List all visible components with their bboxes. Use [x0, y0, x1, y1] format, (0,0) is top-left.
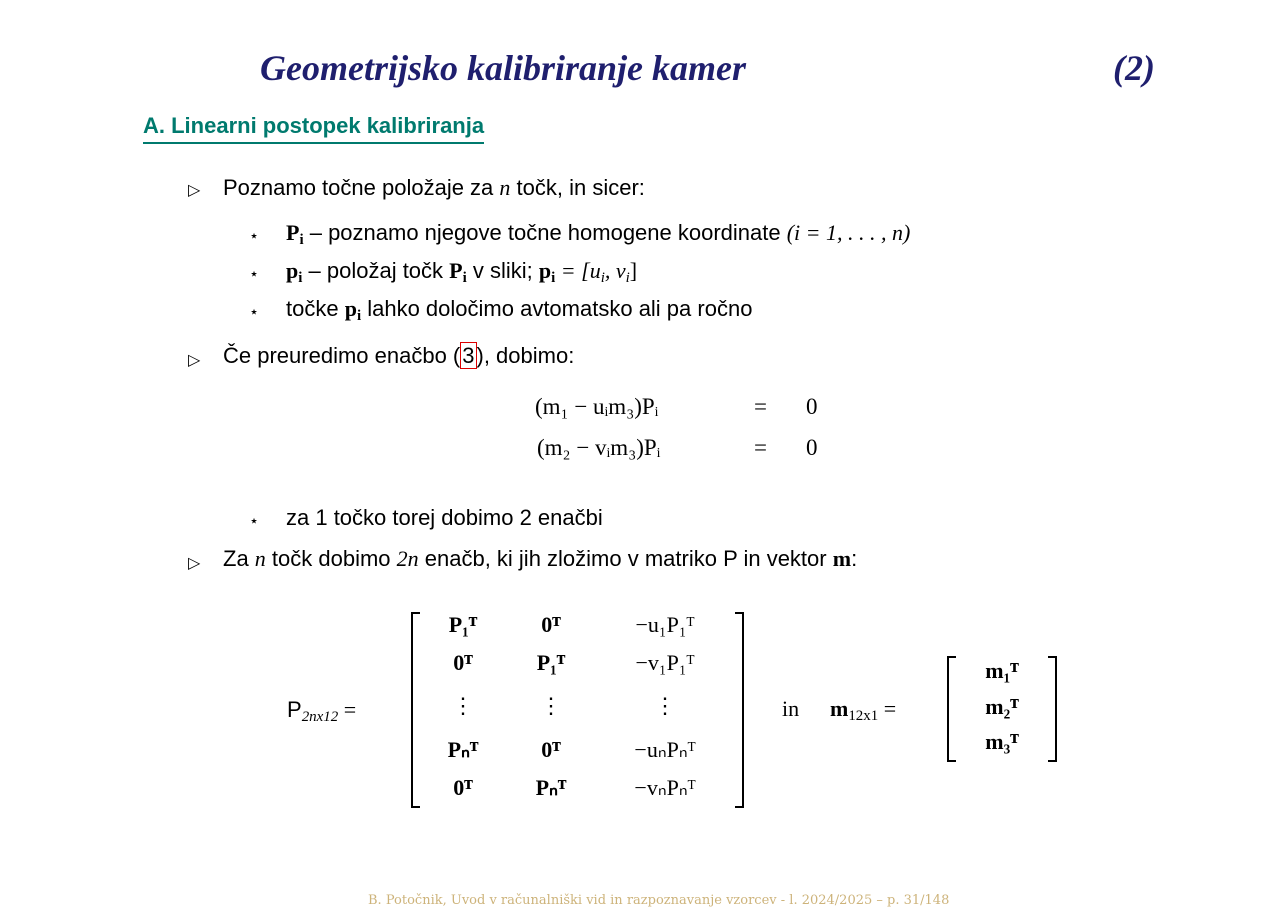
matrix-cell: ⋮ — [540, 693, 562, 718]
vector-cell: m₃ᵀ — [985, 729, 1019, 754]
vector-cell: m₁ᵀ — [985, 658, 1019, 683]
star-bullet-icon: ⋆ — [249, 304, 260, 321]
slide-title-number: (2) — [1113, 48, 1155, 88]
equation-2-op: = — [754, 435, 767, 460]
matrix-cell: Pₙᵀ — [447, 737, 479, 762]
sub-bullet-pi: $p_i$ – položaj točk $P_i$ v sliki; $p_i = [u_i$, $v_i$] — [286, 258, 638, 287]
equation-2-lhs: (m₂ − vᵢm₃)Pᵢ — [537, 435, 661, 460]
matrix-cell: 0ᵀ — [453, 775, 473, 800]
sub-bullet-Pi: $P_i$ – poznamo njegove točne homogene koordinate (i = 1, . . . , n) — [286, 220, 911, 249]
star-bullet-icon: ⋆ — [249, 513, 260, 530]
triangle-bullet-icon: ▷ — [188, 352, 201, 369]
right-bracket — [733, 612, 745, 808]
slide-footer: B. Potočnik, Uvod v računalniški vid in razpoznavanje vzorcev - l. 2024/2025 – p. 31/148 — [368, 893, 950, 908]
sub-bullet-detect: točke $p_i$ lahko določimo avtomatsko ali pa ročno — [286, 296, 753, 325]
triangle-bullet-icon: ▷ — [188, 555, 201, 572]
vector-cell: m₂ᵀ — [985, 694, 1019, 719]
bullet-rearrange: Če preuredimo enačbo (3), dobimo: — [223, 343, 575, 368]
matrix-cell: −uₙPₙᵀ — [634, 737, 696, 762]
equation-reference-link[interactable]: 3 — [462, 343, 475, 368]
matrix-cell: −u₁P₁ᵀ — [635, 612, 695, 637]
matrix-cell: 0ᵀ — [453, 650, 473, 675]
left-bracket — [410, 612, 422, 808]
matrix-cell: −vₙPₙᵀ — [634, 775, 696, 800]
star-bullet-icon: ⋆ — [249, 228, 260, 245]
vector-lhs-label: $m_{12x1}$ = — [830, 696, 897, 725]
matrix-cell: 0ᵀ — [541, 612, 561, 637]
slide-title: Geometrijsko kalibriranje kamer — [260, 48, 746, 88]
matrix-cell: P₁ᵀ — [536, 650, 566, 675]
sub-bullet-two-equations: za 1 točko torej dobimo 2 enačbi — [286, 505, 603, 530]
vector-right-bracket — [1046, 656, 1058, 762]
matrix-cell: ⋮ — [452, 693, 474, 718]
bullet-known-positions: Poznamo točne položaje za n točk, in sicer: — [223, 175, 645, 200]
matrix-cell: −v₁P₁ᵀ — [635, 650, 695, 675]
matrix-cell: 0ᵀ — [541, 737, 561, 762]
equation-1-rhs: 0 — [806, 394, 818, 419]
bullet-stack-matrix: Za n točk dobimo 2n enačb, ki jih zložimo v matriko P in vektor m: — [223, 546, 858, 571]
matrix-cell: ⋮ — [654, 693, 676, 718]
equation-1-op: = — [754, 394, 767, 419]
vector-left-bracket — [946, 656, 958, 762]
matrix-cell: P₁ᵀ — [448, 612, 478, 637]
in-word: in — [782, 696, 800, 721]
section-heading: A. Linearni postopek kalibriranja — [143, 113, 484, 144]
equation-2-rhs: 0 — [806, 435, 818, 460]
matrix-cell: Pₙᵀ — [535, 775, 567, 800]
star-bullet-icon: ⋆ — [249, 266, 260, 283]
triangle-bullet-icon: ▷ — [188, 182, 201, 199]
matrix-lhs-label: $P_{2nx12}$ = — [287, 697, 357, 726]
equation-1-lhs: (m₁ − uᵢm₃)Pᵢ — [535, 394, 659, 419]
